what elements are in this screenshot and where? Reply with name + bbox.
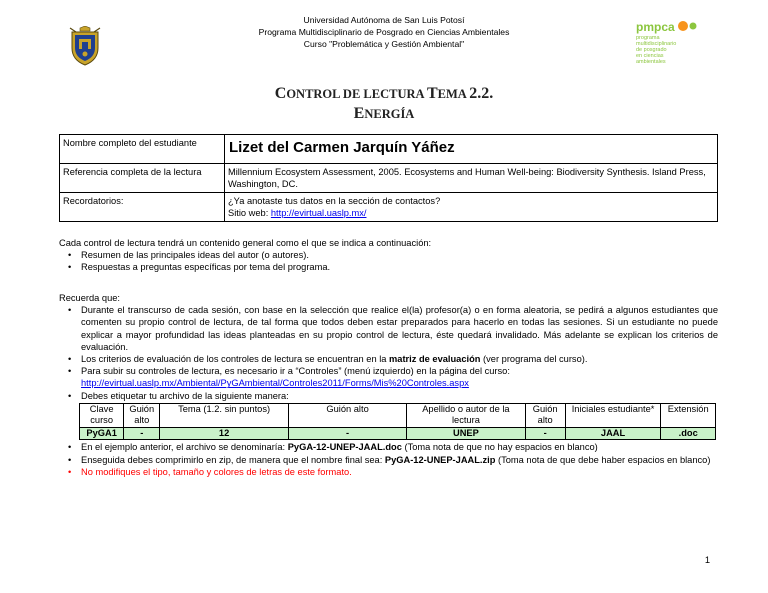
list-item: • Respuestas a preguntas específicas por tema del programa. [59,261,718,273]
table-row: PyGA1 - 12 - UNEP - JAAL .doc [80,427,716,440]
reminder-website: Sitio web: http://evirtual.uaslp.mx/ [228,208,367,218]
course-name: Curso "Problemática y Gestión Ambiental" [303,39,465,49]
reminders-label: Recordatorios: [60,193,225,222]
list-item: • En el ejemplo anterior, el archivo se denominaría: PyGA-12-UNEP-JAAL.doc (Toma nota de que no hay espacios en blanco) [59,441,718,453]
list-item: • Resumen de las principales ideas del autor (o autores). [59,249,718,261]
table-row [60,193,718,222]
recuerda-list [59,304,718,402]
page-number: 1 [704,555,710,565]
list-item: • No modifiques el tipo, tamaño y colores de letras de este formato. [59,466,718,478]
document-header [200,14,568,50]
controles-link[interactable]: http://evirtual.uaslp.mx/Ambiental/PyGAmbiental/Controles2011/Forms/Mis%20Controles.aspx [81,378,469,389]
document-title [150,84,618,124]
student-name-value[interactable]: Lizet del Carmen Jarquín Yáñez [225,135,718,164]
list-item: • Durante el transcurso de cada sesión, con base en la selección que realice el(la) profesor(a) o en forma aleatoria, se pedirá a algunos estudiantes que comenten su propio control de lectura, de tal forma que todos deben estar preparados para hacerlo en todas las sesiones. Si un estudiante no puede explicar a mayor profundidad las ideas planteadas en su propio control de lectura, éste quedará invalidado. Más adelante se explican los criterios de evaluación. [59,304,718,353]
table-row: Clave curso Guión alto Tema (1.2. sin puntos) Guión alto Apellido o autor de la lectura Guión alto Iniciales estudiante* Extensión [80,403,716,427]
student-name-label: Nombre completo del estudiante [60,135,225,164]
title-line-1: CONTROL DE LECTURA TEMA 2.2. [274,85,494,102]
university-name: Universidad Autónoma de San Luis Potosí [303,15,465,25]
reminders-value [225,193,718,222]
reference-label: Referencia completa de la lectura [60,164,225,193]
evirtual-link[interactable]: http://evirtual.uaslp.mx/ [270,208,367,218]
intro-list [59,249,718,273]
reference-value[interactable]: Millennium Ecosystem Assessment, 2005. Ecosystems and Human Well-being: Biodiversity Synthesis. Island Press, Washington, DC. [225,164,718,193]
title-line-2: ENERGÍA [353,105,415,122]
intro-section [59,237,718,274]
list-item: • Enseguida debes comprimirlo en zip, de manera que el nombre final sea: PyGA-12-UNEP-JAAL.zip (Toma nota de que debe haber espacios en blanco) [59,454,718,466]
svg-text:multidisciplinario: multidisciplinario [636,41,677,47]
recuerda-section [59,292,718,478]
reminder-contacts: ¿Ya anotaste tus datos en la sección de contactos? [228,196,441,206]
list-item: • Debes etiquetar tu archivo de la siguiente manera: [59,390,718,402]
logo-wordmark: pmpca [636,20,675,34]
svg-text:de posgrado: de posgrado [636,47,667,53]
svg-text:en ciencias: en ciencias [636,53,664,59]
svg-text:programa: programa [636,35,660,41]
university-crest-icon [68,26,102,66]
table-row [60,135,718,164]
student-info-table [59,134,718,222]
file-naming-example-table [79,403,716,441]
program-name: Programa Multidisciplinario de Posgrado en Ciencias Ambientales [258,27,510,37]
list-item: • Para subir su controles de lectura, es necesario ir a “Controles” (menú izquierdo) en la página del curso: http://evirtual.uaslp.mx/Ambiental/PyGAmbiental/Controles2011/Forms/Mis%20Controles.aspx [59,365,718,389]
svg-text:ambientales: ambientales [636,59,666,65]
recuerda-list-continued [59,441,718,478]
table-row [60,164,718,193]
pmpca-logo-icon [635,20,701,66]
intro-text: Cada control de lectura tendrá un contenido general como el que se indica a continuación: [59,238,432,248]
list-item: • Los criterios de evaluación de los controles de lectura se encuentran en la matriz de evaluación (ver programa del curso). [59,353,718,365]
recuerda-heading: Recuerda que: [59,293,120,303]
